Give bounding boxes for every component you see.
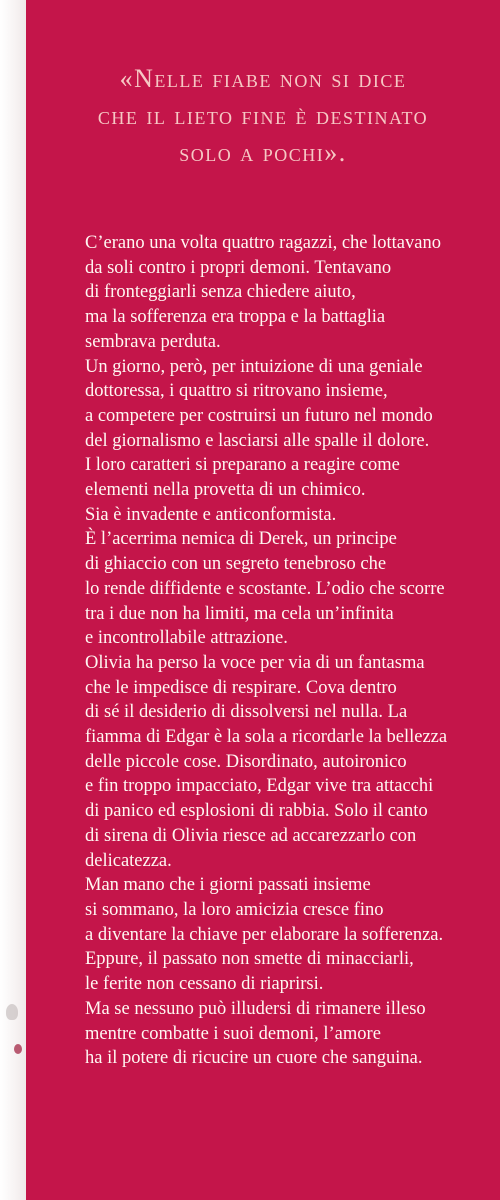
synopsis-line: elementi nella provetta di un chimico. (85, 480, 366, 501)
synopsis-line: Eppure, il passato non smette di minacciarli, (85, 949, 414, 970)
synopsis-line: le ferite non cessano di riaprirsi. (85, 974, 324, 995)
synopsis-line: del giornalismo e lasciarsi alle spalle il dolore. (85, 430, 430, 451)
back-cover-panel (26, 0, 500, 1200)
synopsis-line: I loro caratteri si preparano a reagire come (85, 455, 400, 476)
decorative-drop (14, 1044, 22, 1054)
synopsis-line: Ma se nessuno può illudersi di rimanere illeso (85, 998, 426, 1019)
synopsis-line: dottoressa, i quattro si ritrovano insieme, (85, 381, 388, 402)
synopsis-line: di fronteggiarli senza chiedere aiuto, (85, 282, 356, 303)
synopsis-line: Un giorno, però, per intuizione di una geniale (85, 356, 423, 377)
synopsis-line: di sirena di Olivia riesce ad accarezzarlo con (85, 825, 417, 846)
synopsis-line: C’erano una volta quattro ragazzi, che lottavano (85, 233, 441, 253)
synopsis-line: da soli contro i propri demoni. Tentavano (85, 257, 392, 278)
synopsis-line: fiamma di Edgar è la sola a ricordarle la bellezza (85, 727, 448, 748)
synopsis-line: di ghiaccio con un segreto tenebroso che (85, 554, 387, 575)
synopsis-line: di panico ed esplosioni di rabbia. Solo il canto (85, 801, 428, 822)
synopsis-line: a diventare la chiave per elaborare la sofferenza. (85, 924, 444, 945)
synopsis-line: e incontrollabile attrazione. (85, 628, 288, 649)
decorative-shape (6, 1004, 18, 1020)
pull-quote (26, 60, 500, 171)
synopsis-line: sembrava perduta. (85, 331, 221, 352)
synopsis-line: di sé il desiderio di dissolversi nel nulla. La (85, 702, 408, 723)
pull-quote-line: «Nelle fiabe non si dice (119, 64, 407, 93)
synopsis-line: ha il potere di ricucire un cuore che sanguina. (85, 1048, 423, 1069)
pull-quote-line: solo a pochi». (179, 138, 347, 167)
synopsis-line: ma la sofferenza era troppa e la battaglia (85, 307, 386, 328)
synopsis-line: tra i due non ha limiti, ma cela un’infinita (85, 603, 394, 624)
synopsis-line: lo rende diffidente e scostante. L’odio che scorre (85, 578, 445, 599)
pull-quote-line: che il lieto fine è destinato (97, 101, 429, 130)
synopsis-line: a competere per costruirsi un futuro nel mondo (85, 405, 433, 426)
synopsis-line: delicatezza. (85, 850, 172, 871)
synopsis-text (85, 231, 495, 1071)
synopsis-line: delle piccole cose. Disordinato, autoironico (85, 751, 407, 772)
synopsis-line: e fin troppo impacciato, Edgar vive tra attacchi (85, 776, 434, 797)
synopsis-line: mentre combatte i suoi demoni, l’amore (85, 1023, 381, 1044)
cover-edge-strip (0, 0, 26, 1200)
synopsis-line: Olivia ha perso la voce per via di un fantasma (85, 652, 425, 673)
synopsis-line: È l’acerrima nemica di Derek, un principe (85, 529, 397, 550)
synopsis-line: si sommano, la loro amicizia cresce fino (85, 899, 384, 920)
synopsis-line: Sia è invadente e anticonformista. (85, 504, 337, 525)
synopsis-line: Man mano che i giorni passati insieme (85, 875, 371, 896)
synopsis-line: che le impedisce di respirare. Cova dentro (85, 677, 397, 698)
